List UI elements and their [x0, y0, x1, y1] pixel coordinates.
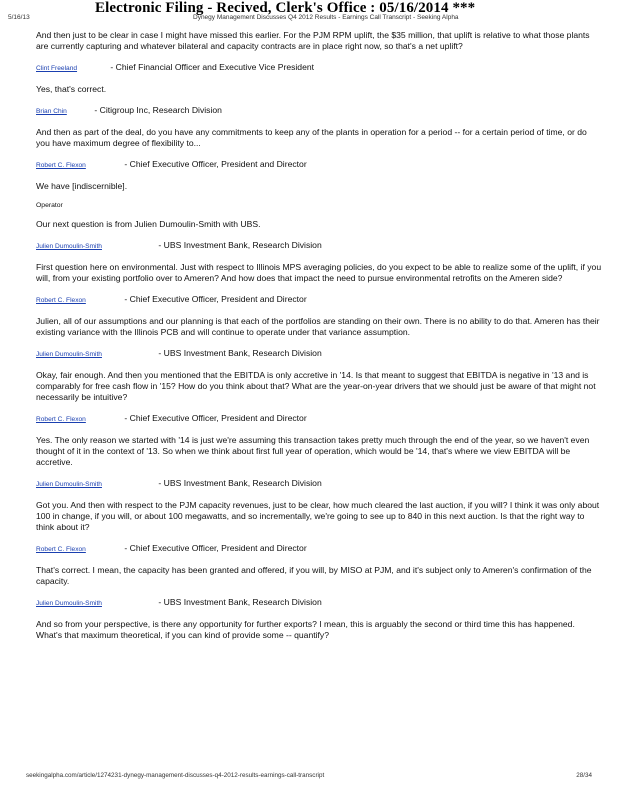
speaker-name-link[interactable]: Robert C. Flexon — [36, 297, 86, 304]
speaker-line — [36, 413, 602, 425]
speaker-line — [36, 543, 602, 555]
transcript-paragraph: Got you. And then with respect to the PJM capacity revenues, just to be clear, how much cleared the last auction, if you will? I think it was only about 100 in change, if you will, or about 100 megawatts, and so incrementally, we're going to see up to 840 in this next auction. Is that the right way to think about it? — [36, 500, 600, 532]
filing-stamp: Electronic Filing - Recived, Clerk's Office : 05/16/2014 *** — [95, 0, 476, 16]
page-number: 28/34 — [576, 772, 592, 779]
transcript-paragraph: Okay, fair enough. And then you mentioned that the EBITDA is only accretive in '14. Is that meant to suggest that EBITDA is negative in '13 and is comparably for free cash flow in '15? How do you think about that? What are the year-on-year drivers that we should just be aware of that might not necessarily be intuitive? — [36, 370, 596, 402]
transcript-paragraph: Yes. The only reason we started with '14 is just we're assuming this transaction takes pretty much through the end of the year, so we haven't even thought of it in the context of '13. So when we think about first full year of operation, which would be '14, that's where we view EBITDA will be accretive. — [36, 435, 590, 467]
speaker-title: - Citigroup Inc, Research Division — [92, 105, 222, 115]
transcript-paragraph: And then as part of the deal, do you have any commitments to keep any of the plants in operation for a period -- for a certain period of time, or do you have maximum degree of flexibility to... — [36, 127, 587, 148]
speaker-title: - Chief Executive Officer, President and Director — [122, 159, 307, 169]
speaker-name-link[interactable]: Robert C. Flexon — [36, 416, 86, 423]
transcript-paragraph: Our next question is from Julien Dumoulin-Smith with UBS. — [36, 219, 261, 229]
speaker-title: - UBS Investment Bank, Research Division — [156, 240, 322, 250]
operator-label: Operator — [36, 202, 63, 209]
speaker-name-link[interactable]: Robert C. Flexon — [36, 546, 86, 553]
speaker-name-link[interactable]: Julien Dumoulin-Smith — [36, 351, 102, 358]
speaker-name-link[interactable]: Brian Chin — [36, 108, 67, 115]
transcript-paragraph: That's correct. I mean, the capacity has been granted and offered, if you will, by MISO at PJM, and it's subject only to Ameren's confirmation of the capacity. — [36, 565, 592, 586]
speaker-title: - Chief Financial Officer and Executive Vice President — [108, 62, 315, 72]
speaker-name-link[interactable]: Julien Dumoulin-Smith — [36, 600, 102, 607]
speaker-line — [36, 478, 602, 490]
speaker-name-link[interactable]: Julien Dumoulin-Smith — [36, 243, 102, 250]
speaker-title: - UBS Investment Bank, Research Division — [156, 348, 322, 358]
transcript-paragraph: Yes, that's correct. — [36, 84, 107, 94]
transcript-paragraph: And so from your perspective, is there any opportunity for further exports? I mean, this is arguably the second or third time this has happened. What's that maximum theoretical, if you can kind of provide some -- quantify? — [36, 619, 575, 640]
source-url: seekingalpha.com/article/1274231-dynegy-management-discusses-q4-2012-results-earnings-call-transcript — [26, 772, 325, 779]
document-title: Dynegy Management Discusses Q4 2012 Results - Earnings Call Transcript - Seeking Alpha — [193, 14, 459, 21]
speaker-title: - UBS Investment Bank, Research Division — [156, 478, 322, 488]
print-date: 5/16/13 — [8, 14, 30, 21]
speaker-line — [36, 597, 602, 609]
speaker-name-link[interactable]: Robert C. Flexon — [36, 162, 86, 169]
speaker-title: - UBS Investment Bank, Research Division — [156, 597, 322, 607]
speaker-line — [36, 62, 602, 74]
speaker-title: - Chief Executive Officer, President and Director — [122, 413, 307, 423]
transcript-paragraph: Julien, all of our assumptions and our planning is that each of the portfolios are standing on their own. There is no ability to do that. Ameren has their existing variance with the Illinois PCB and will continue to operate under that variance assumption. — [36, 316, 600, 337]
speaker-name-link[interactable]: Julien Dumoulin-Smith — [36, 481, 102, 488]
transcript-paragraph: And then just to be clear in case I might have missed this earlier. For the PJM RPM uplift, the $35 million, that uplift is relative to what those plants are currently capturing and whatever bilateral and capacity contracts are in place right now, so that's a net uplift? — [36, 30, 590, 51]
speaker-line — [36, 159, 602, 171]
transcript-body — [36, 30, 602, 651]
transcript-paragraph: First question here on environmental. Just with respect to Illinois MPS averaging policies, do you expect to be able to realize some of the uplift, if you will, from your existing portfolio over to Ameren? And how does that impact the need to pursue environmental retrofits on the Ameren side? — [36, 262, 602, 283]
speaker-line — [36, 240, 602, 252]
speaker-line — [36, 105, 602, 117]
transcript-paragraph: We have [indiscernible]. — [36, 181, 128, 191]
speaker-name-link[interactable]: Clint Freeland — [36, 65, 78, 72]
speaker-title: - Chief Executive Officer, President and Director — [122, 543, 307, 553]
speaker-line — [36, 294, 602, 306]
speaker-title: - Chief Executive Officer, President and Director — [122, 294, 307, 304]
speaker-line — [36, 348, 602, 360]
